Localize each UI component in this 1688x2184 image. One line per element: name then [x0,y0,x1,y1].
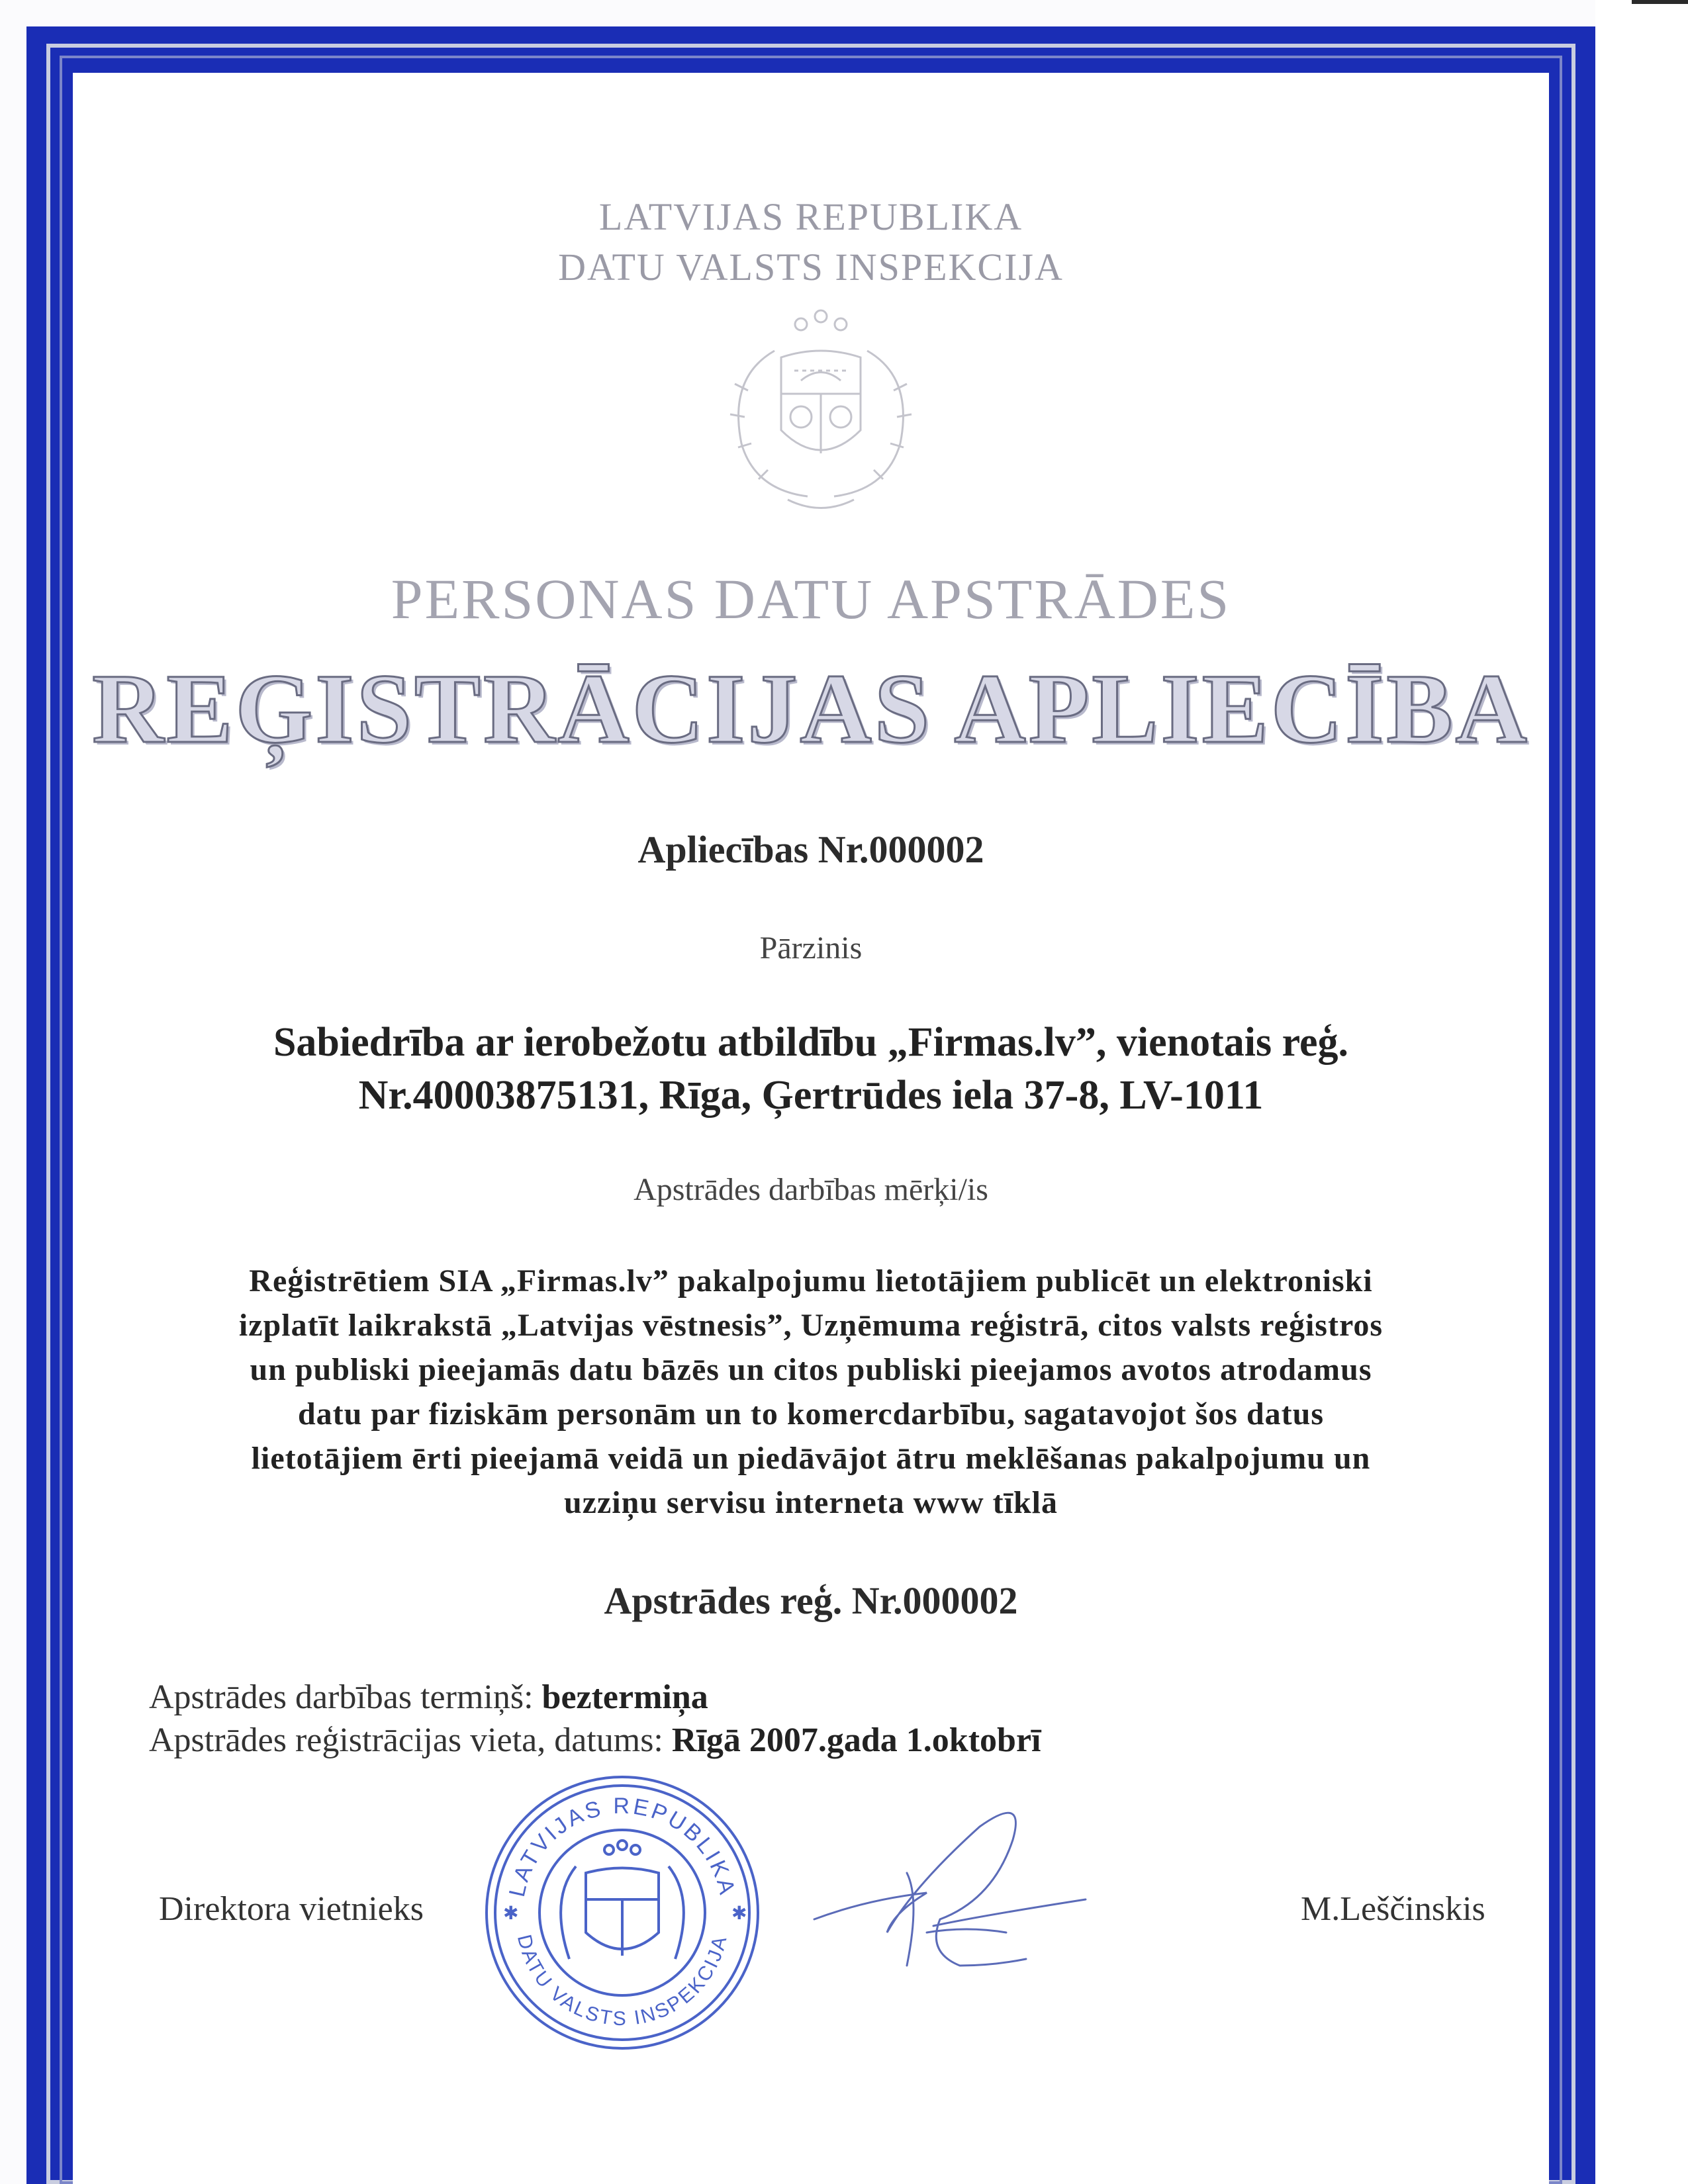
purpose-line-2: izplatīt laikrakstā „Latvijas vēstnesis”, Uzņēmuma reģistrā, citos valsts reģistros [238,1308,1383,1343]
place-date-line [149,1721,1041,1760]
main-title: REĢISTRĀCIJAS APLIECĪBA [92,654,1530,764]
signer-name: M.Leščinskis [1301,1890,1485,1928]
purpose-line-1: Reģistrētiem SIA „Firmas.lv” pakalpojumu lietotājiem publicēt un elektroniski [249,1263,1373,1298]
term-value: beztermiņa [541,1678,708,1716]
svg-text:LATVIJAS REPUBLIKA [504,1794,740,1899]
scan-margin [1595,0,1688,2184]
holder-line-2: Nr.40003875131, Rīga, Ģertrūdes iela 37-8, LV-1011 [358,1073,1264,1118]
term-line [149,1678,708,1717]
handwritten-signature [808,1800,1099,1999]
processing-number: Apstrādes reģ. Nr.000002 [604,1579,1018,1622]
place-date-value: Rīgā 2007.gada 1.oktobrī [671,1721,1041,1759]
holder-label: Pārzinis [759,931,863,966]
purpose-line-3: un publiski pieejamās datu bāzēs un citos publiski pieejamos avotos atrodamus [250,1352,1372,1387]
purpose-line-4: datu par fiziskām personām un to komercdarbību, sagatavojot šos datus [297,1396,1325,1432]
purpose-line-6: uzziņu servisu interneta www tīklā [564,1485,1058,1520]
header-inspection: DATU VALSTS INSPEKCIJA [558,246,1064,289]
scan-edge-mark [1632,0,1688,4]
coat-of-arms-icon [702,298,940,529]
header-republic: LATVIJAS REPUBLIKA [598,195,1023,238]
certificate-number: Apliecības Nr.000002 [637,828,984,871]
stamp-text-top: LATVIJAS REPUBLIKA [504,1793,741,1899]
place-date-label: Apstrādes reģistrācijas vieta, datums: [149,1721,672,1759]
official-stamp-icon [477,1767,768,2058]
stamp-text-bottom: DATU VALSTS INSPEKCIJA [512,1932,732,2030]
signer-role: Direktora vietnieks [159,1890,424,1928]
term-label: Apstrādes darbības termiņš: [149,1678,542,1716]
subtitle: PERSONAS DATU APSTRĀDES [391,567,1231,631]
svg-text:✱: ✱ [503,1903,519,1924]
holder-line-1: Sabiedrība ar ierobežotu atbildību „Firmas.lv”, vienotais reģ. [273,1020,1349,1065]
purpose-label: Apstrādes darbības mērķi/is [633,1172,988,1207]
svg-text:✱: ✱ [731,1903,747,1924]
purpose-line-5: lietotājiem ērti pieejamā veidā un piedāvājot ātru meklēšanas pakalpojumu un [251,1441,1371,1476]
